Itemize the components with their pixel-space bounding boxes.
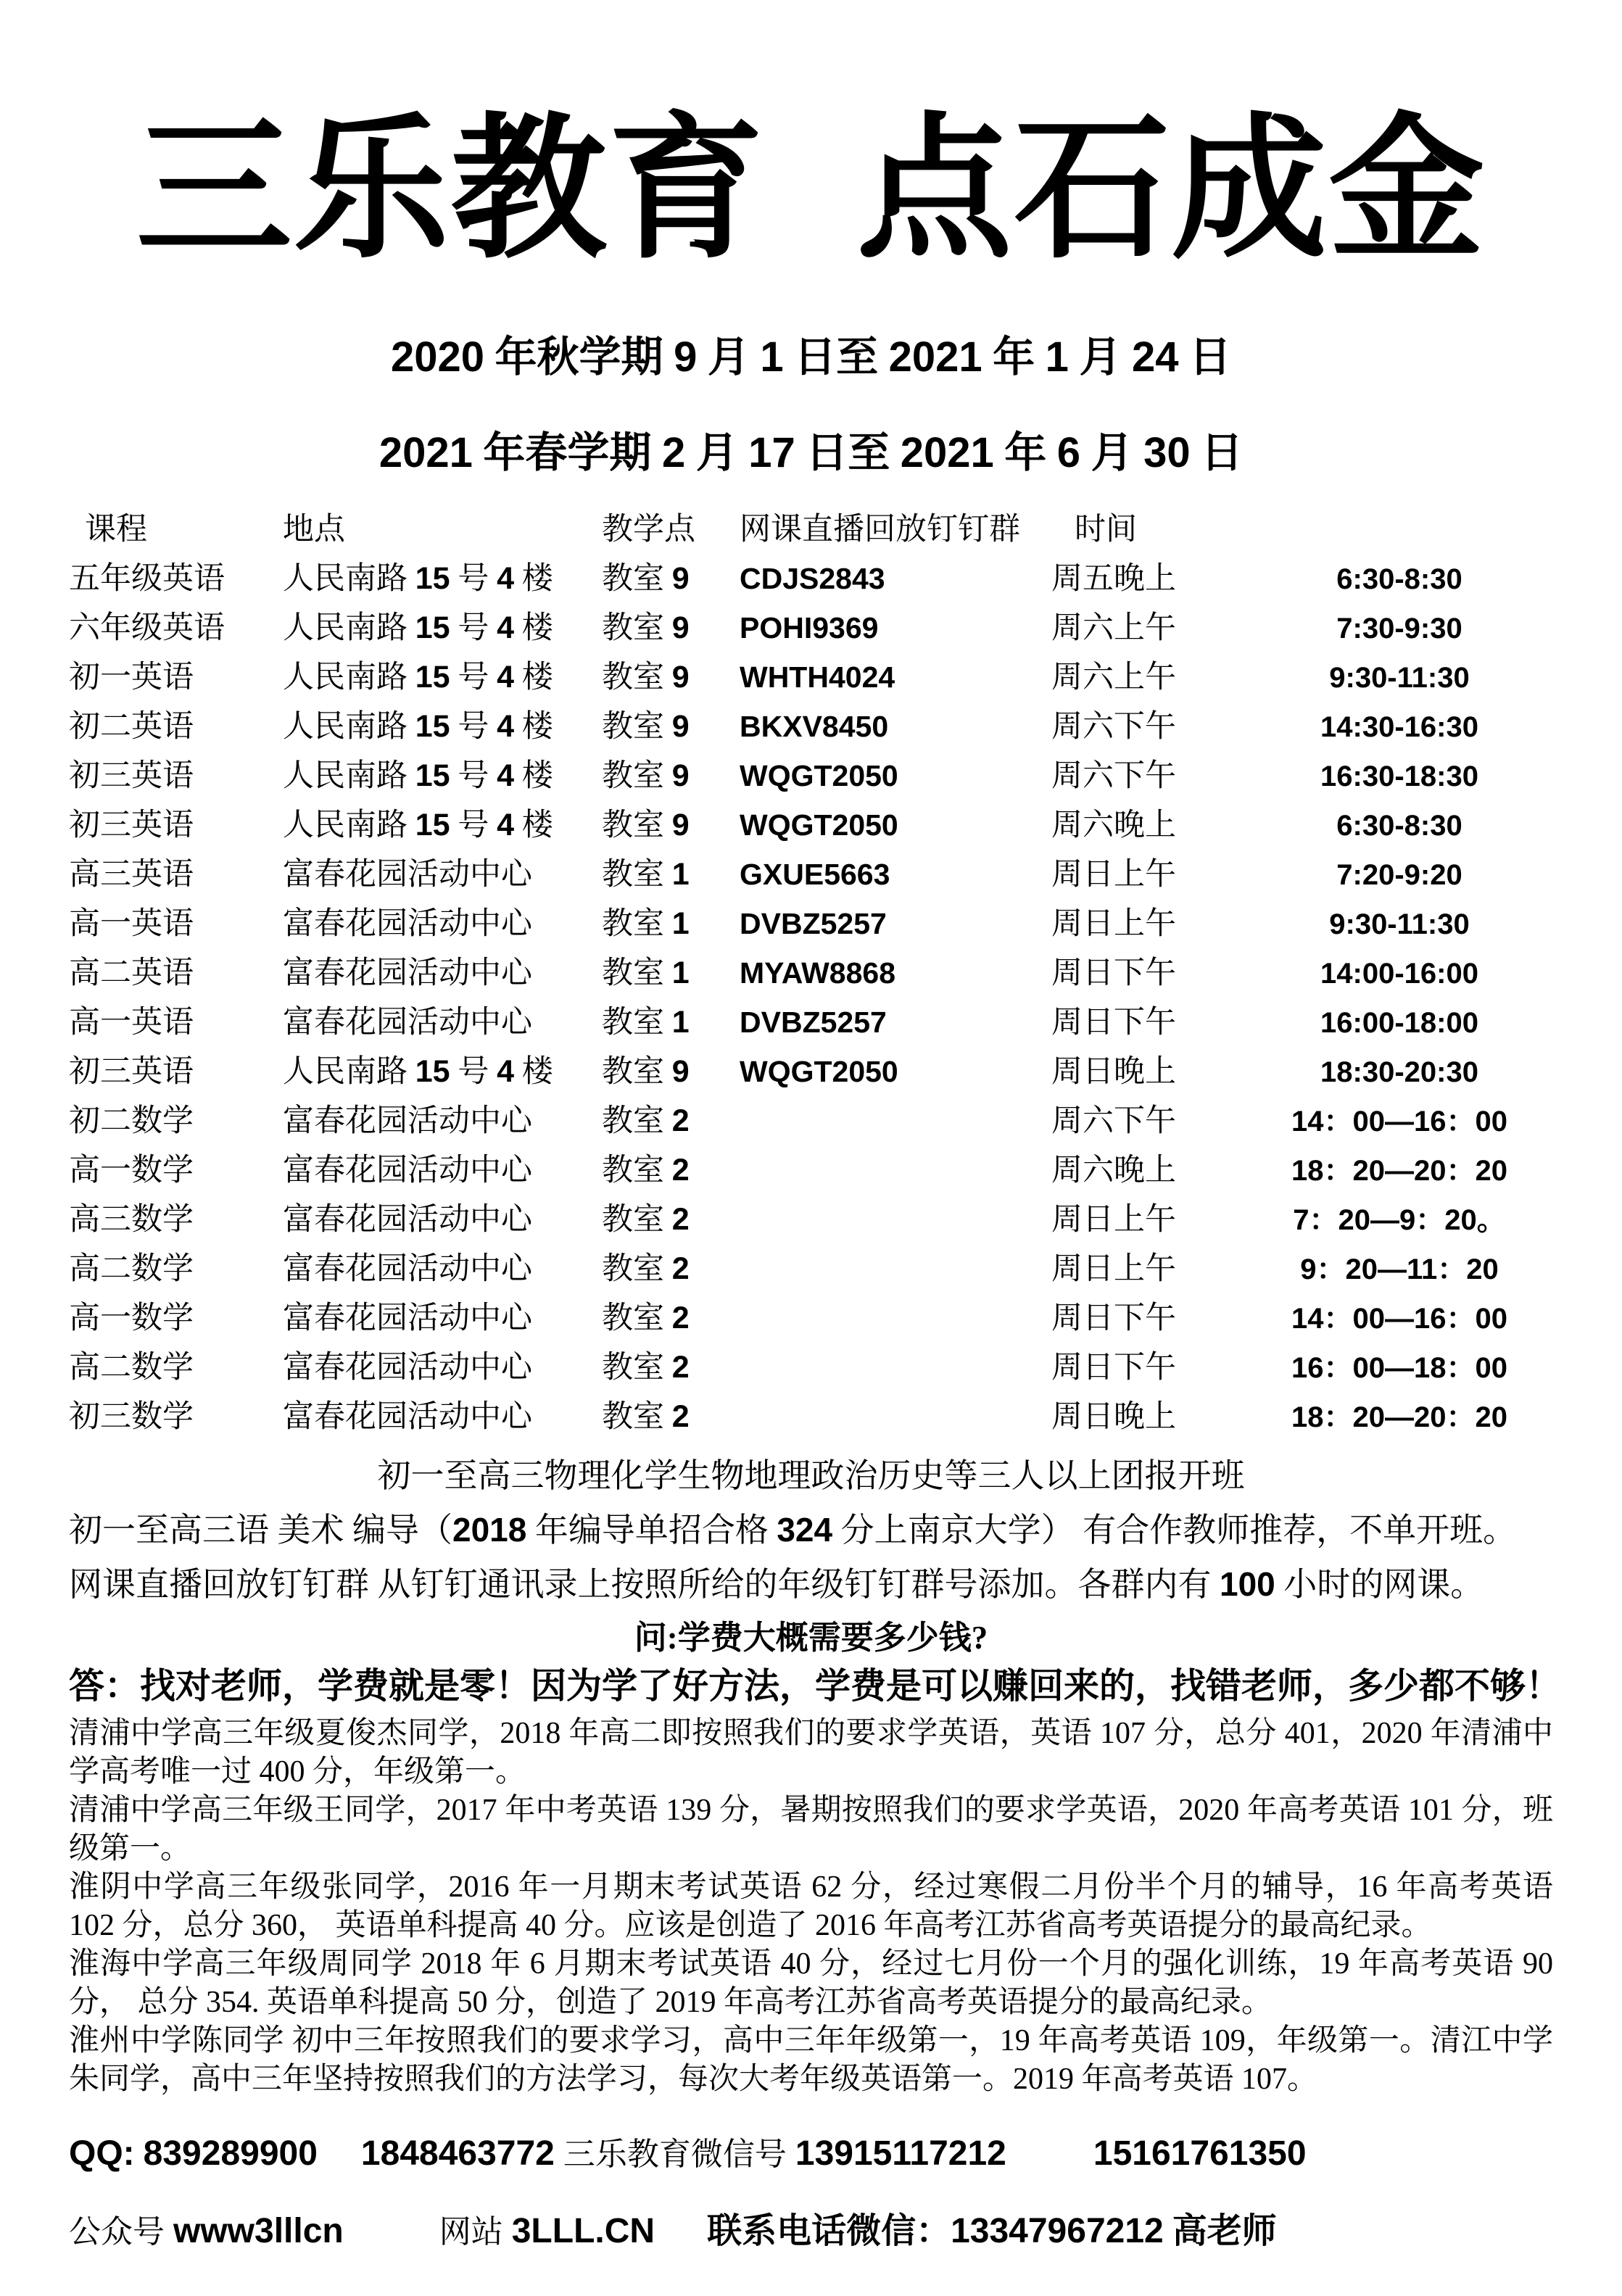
course-cell: 五年级英语 bbox=[69, 562, 225, 597]
header-time: 时间 bbox=[1075, 513, 1137, 547]
gongzhonghao-value: www3lllcn bbox=[173, 2212, 344, 2250]
schedule-rows bbox=[69, 555, 1553, 1442]
teacher-name: 高老师 bbox=[1172, 2212, 1277, 2250]
table-row bbox=[69, 604, 1553, 653]
course-cell: 高三数学 bbox=[69, 1203, 194, 1238]
location-cell: 富春花园活动中心 bbox=[283, 907, 532, 942]
dingtalk-group-cell: GXUE5663 bbox=[740, 858, 890, 892]
day-cell: 周日下午 bbox=[1051, 1006, 1176, 1040]
table-row bbox=[69, 703, 1553, 752]
classroom-cell: 教室 1 bbox=[602, 956, 690, 991]
classroom-cell: 教室 2 bbox=[602, 1350, 690, 1385]
dingtalk-group-cell: WHTH4024 bbox=[740, 660, 895, 695]
day-cell: 周日晚上 bbox=[1051, 1400, 1176, 1435]
course-cell: 高一英语 bbox=[69, 1006, 194, 1040]
time-cell: 9:30-11:30 bbox=[1329, 662, 1470, 694]
classroom-cell: 教室 2 bbox=[602, 1301, 690, 1336]
tuition-question: 问:学费大概需要多少钱? bbox=[634, 1620, 988, 1656]
location-cell: 富春花园活动中心 bbox=[283, 1153, 532, 1188]
classroom-cell: 教室 9 bbox=[602, 1054, 690, 1090]
day-cell: 周六下午 bbox=[1051, 1104, 1176, 1139]
fall-semester-dates: 2020 年秋学期 9 月 1 日至 2021 年 1 月 24 日 bbox=[391, 333, 1231, 381]
dingtalk-group-cell: WQGT2050 bbox=[740, 808, 898, 842]
day-cell: 周五晚上 bbox=[1051, 562, 1176, 597]
dingtalk-group-cell: WQGT2050 bbox=[740, 1055, 898, 1089]
classroom-cell: 教室 9 bbox=[602, 660, 690, 695]
day-cell: 周六上午 bbox=[1051, 660, 1176, 695]
dingtalk-group-cell: DVBZ5257 bbox=[740, 1006, 887, 1040]
header-dingtalk-group: 网课直播回放钉钉群 bbox=[740, 513, 1020, 547]
classroom-cell: 教室 1 bbox=[602, 857, 690, 892]
header-course: 课程 bbox=[85, 513, 147, 547]
tuition-answer: 答：找对老师，学费就是零！因为学了好方法，学费是可以赚回来的，找错老师，多少都不够！ bbox=[69, 1666, 1562, 1706]
day-cell: 周日上午 bbox=[1051, 1252, 1176, 1287]
time-cell: 18：20—20：20 bbox=[1291, 1155, 1507, 1187]
day-cell: 周六晚上 bbox=[1051, 1153, 1176, 1188]
location-cell: 富春花园活动中心 bbox=[283, 1400, 532, 1435]
table-row bbox=[69, 1294, 1553, 1343]
course-cell: 初三英语 bbox=[69, 808, 194, 843]
classroom-cell: 教室 2 bbox=[602, 1153, 690, 1188]
location-cell: 富春花园活动中心 bbox=[283, 956, 532, 991]
location-cell: 富春花园活动中心 bbox=[283, 858, 532, 892]
time-cell: 14：00—16：00 bbox=[1291, 1106, 1507, 1137]
header-site: 教学点 bbox=[602, 513, 695, 547]
course-cell: 高一数学 bbox=[69, 1301, 194, 1336]
location-cell: 富春花园活动中心 bbox=[283, 1006, 532, 1040]
time-cell: 6:30-8:30 bbox=[1336, 810, 1462, 842]
qq-number-2: 1848463772 bbox=[360, 2134, 555, 2173]
spring-semester-dates: 2021 年春学期 2 月 17 日至 2021 年 6 月 30 日 bbox=[378, 429, 1244, 476]
table-row bbox=[69, 1393, 1553, 1442]
time-cell: 9:30-11:30 bbox=[1329, 908, 1470, 940]
classroom-cell: 教室 9 bbox=[602, 808, 690, 843]
time-cell: 18:30-20:30 bbox=[1320, 1056, 1478, 1088]
location-cell: 富春花园活动中心 bbox=[283, 1203, 532, 1238]
web-phone-line bbox=[69, 2210, 1553, 2254]
group-enroll-note: 初一至高三物理化学生物地理政治历史等三人以上团报开班 bbox=[377, 1457, 1245, 1494]
day-cell: 周六晚上 bbox=[1051, 808, 1176, 843]
location-cell: 人民南路 15 号 4 楼 bbox=[283, 808, 553, 843]
table-row bbox=[69, 949, 1553, 998]
wechat-label: 三乐教育微信号 bbox=[563, 2137, 787, 2172]
qq-wechat-line bbox=[69, 2132, 1553, 2176]
course-cell: 初三数学 bbox=[69, 1400, 194, 1435]
dingtalk-group-cell: MYAW8868 bbox=[740, 956, 895, 990]
course-cell: 高一英语 bbox=[69, 907, 194, 942]
time-cell: 9：20—11：20 bbox=[1300, 1253, 1499, 1285]
website-value: 3LLL.CN bbox=[511, 2212, 655, 2250]
table-row bbox=[69, 1343, 1553, 1393]
schedule-header-row bbox=[69, 505, 1553, 555]
qq-number-1: 839289900 bbox=[143, 2134, 318, 2173]
location-cell: 人民南路 15 号 4 楼 bbox=[283, 758, 553, 794]
classroom-cell: 教室 1 bbox=[602, 906, 690, 942]
location-cell: 人民南路 15 号 4 楼 bbox=[283, 561, 553, 597]
time-cell: 7:20-9:20 bbox=[1336, 859, 1462, 891]
time-cell: 6:30-8:30 bbox=[1336, 563, 1462, 595]
classroom-cell: 教室 2 bbox=[602, 1202, 690, 1238]
table-row bbox=[69, 998, 1553, 1048]
location-cell: 人民南路 15 号 4 楼 bbox=[283, 610, 553, 646]
day-cell: 周日上午 bbox=[1051, 1203, 1176, 1238]
location-cell: 人民南路 15 号 4 楼 bbox=[283, 1054, 553, 1090]
time-cell: 7：20—9：20。 bbox=[1293, 1204, 1506, 1236]
table-row bbox=[69, 1195, 1553, 1245]
day-cell: 周日下午 bbox=[1051, 1351, 1176, 1385]
time-cell: 14:00-16:00 bbox=[1320, 958, 1478, 990]
dingtalk-group-cell: POHI9369 bbox=[740, 611, 879, 645]
testimonial-paragraph: 淮州中学陈同学 初中三年按照我们的要求学习，高中三年年级第一，19 年高考英语 109，年级第一。清江中学朱同学，高中三年坚持按照我们的方法学习，每次大考年级英语第一。2019 年高考英语 107。 bbox=[69, 2024, 1553, 2096]
classroom-cell: 教室 2 bbox=[602, 1399, 690, 1435]
table-row bbox=[69, 801, 1553, 850]
classroom-cell: 教室 9 bbox=[602, 709, 690, 745]
day-cell: 周日晚上 bbox=[1051, 1055, 1176, 1090]
website-label: 网站 bbox=[439, 2214, 503, 2250]
classroom-cell: 教室 9 bbox=[602, 758, 690, 794]
brand-title: 三乐教育 点石成金 bbox=[136, 104, 1486, 277]
dingtalk-note: 网课直播回放钉钉群 从钉钉通讯录上按照所给的年级钉钉群号添加。各群内有 100 小时的网课。 bbox=[69, 1565, 1484, 1603]
dingtalk-group-cell: WQGT2050 bbox=[740, 759, 898, 793]
day-cell: 周六下午 bbox=[1051, 759, 1176, 794]
testimonial-paragraph: 清浦中学高三年级王同学，2017 年中考英语 139 分，暑期按照我们的要求学英语，2020 年高考英语 101 分，班级第一。 bbox=[69, 1794, 1553, 1865]
course-cell: 高二英语 bbox=[69, 956, 194, 991]
testimonial-paragraph: 清浦中学高三年级夏俊杰同学，2018 年高二即按照我们的要求学英语，英语 107 分，总分 401，2020 年清浦中学高考唯一过 400 分，年级第一。 bbox=[69, 1717, 1553, 1789]
testimonial-paragraph: 淮海中学高三年级周同学 2018 年 6 月期末考试英语 40 分，经过七月份一个月的强化训练，19 年高考英语 90 分， 总分 354. 英语单科提高 50 分，创造了 2019 年高考江苏省高考英语提分的最高纪录。 bbox=[69, 1947, 1553, 2019]
day-cell: 周六上午 bbox=[1051, 611, 1176, 646]
class-schedule-table bbox=[69, 505, 1553, 1442]
location-cell: 富春花园活动中心 bbox=[283, 1301, 532, 1336]
course-cell: 初三英语 bbox=[69, 1055, 194, 1090]
time-cell: 7:30-9:30 bbox=[1336, 613, 1462, 645]
qq-label: QQ: bbox=[69, 2134, 135, 2173]
location-cell: 富春花园活动中心 bbox=[283, 1104, 532, 1139]
table-row bbox=[69, 1048, 1553, 1097]
location-cell: 富春花园活动中心 bbox=[283, 1351, 532, 1385]
testimonials bbox=[69, 1715, 1553, 2099]
classroom-cell: 教室 9 bbox=[602, 610, 690, 646]
course-cell: 六年级英语 bbox=[69, 611, 225, 646]
location-cell: 人民南路 15 号 4 楼 bbox=[283, 709, 553, 745]
course-cell: 初一英语 bbox=[69, 660, 194, 695]
day-cell: 周六下午 bbox=[1051, 710, 1176, 745]
wechat-number-2: 15161761350 bbox=[1093, 2134, 1307, 2173]
time-cell: 16:00-18:00 bbox=[1320, 1007, 1478, 1039]
dingtalk-group-cell: DVBZ5257 bbox=[740, 907, 887, 941]
location-cell: 富春花园活动中心 bbox=[283, 1252, 532, 1287]
table-row bbox=[69, 1146, 1553, 1195]
day-cell: 周日上午 bbox=[1051, 858, 1176, 892]
dingtalk-group-cell: BKXV8450 bbox=[740, 710, 889, 744]
semester-dates bbox=[69, 310, 1553, 501]
day-cell: 周日上午 bbox=[1051, 907, 1176, 942]
time-cell: 14：00—16：00 bbox=[1291, 1303, 1507, 1335]
day-cell: 周日下午 bbox=[1051, 956, 1176, 991]
table-row bbox=[69, 555, 1553, 604]
header-location: 地点 bbox=[283, 513, 345, 547]
art-courses-note: 初一至高三语 美术 编导（2018 年编导单招合格 324 分上南京大学） 有合作教师推荐，不单开班。 bbox=[69, 1511, 1517, 1549]
classroom-cell: 教室 2 bbox=[602, 1251, 690, 1287]
classroom-cell: 教室 9 bbox=[602, 561, 690, 597]
day-cell: 周日下午 bbox=[1051, 1301, 1176, 1336]
course-cell: 高一数学 bbox=[69, 1153, 194, 1188]
course-cell: 初二英语 bbox=[69, 710, 194, 745]
course-cell: 高二数学 bbox=[69, 1252, 194, 1287]
phone-label: 联系电话微信： bbox=[707, 2212, 951, 2250]
table-row bbox=[69, 752, 1553, 801]
time-cell: 16：00—18：00 bbox=[1291, 1352, 1507, 1384]
testimonial-paragraph: 淮阴中学高三年级张同学，2016 年一月期末考试英语 62 分，经过寒假二月份半个月的辅导，16 年高考英语 102 分，总分 360， 英语单科提高 40 分。应该是创造了 2016 年高考江苏省高考英语提分的最高纪录。 bbox=[69, 1870, 1553, 1942]
course-cell: 高三英语 bbox=[69, 858, 194, 892]
time-cell: 14:30-16:30 bbox=[1320, 711, 1478, 743]
course-cell: 高二数学 bbox=[69, 1351, 194, 1385]
time-cell: 18：20—20：20 bbox=[1291, 1401, 1507, 1433]
gongzhonghao-label: 公众号 bbox=[69, 2214, 165, 2250]
classroom-cell: 教室 2 bbox=[602, 1103, 690, 1139]
course-cell: 初二数学 bbox=[69, 1104, 194, 1139]
phone-value: 13347967212 bbox=[951, 2212, 1164, 2250]
course-cell: 初三英语 bbox=[69, 759, 194, 794]
location-cell: 人民南路 15 号 4 楼 bbox=[283, 660, 553, 695]
dingtalk-group-cell: CDJS2843 bbox=[740, 562, 885, 596]
classroom-cell: 教室 1 bbox=[602, 1005, 690, 1040]
table-row bbox=[69, 1097, 1553, 1146]
table-row bbox=[69, 653, 1553, 703]
wechat-number-1: 13915117212 bbox=[795, 2134, 1006, 2173]
time-cell: 16:30-18:30 bbox=[1320, 761, 1478, 792]
table-row bbox=[69, 900, 1553, 949]
table-row bbox=[69, 1245, 1553, 1294]
table-row bbox=[69, 850, 1553, 900]
